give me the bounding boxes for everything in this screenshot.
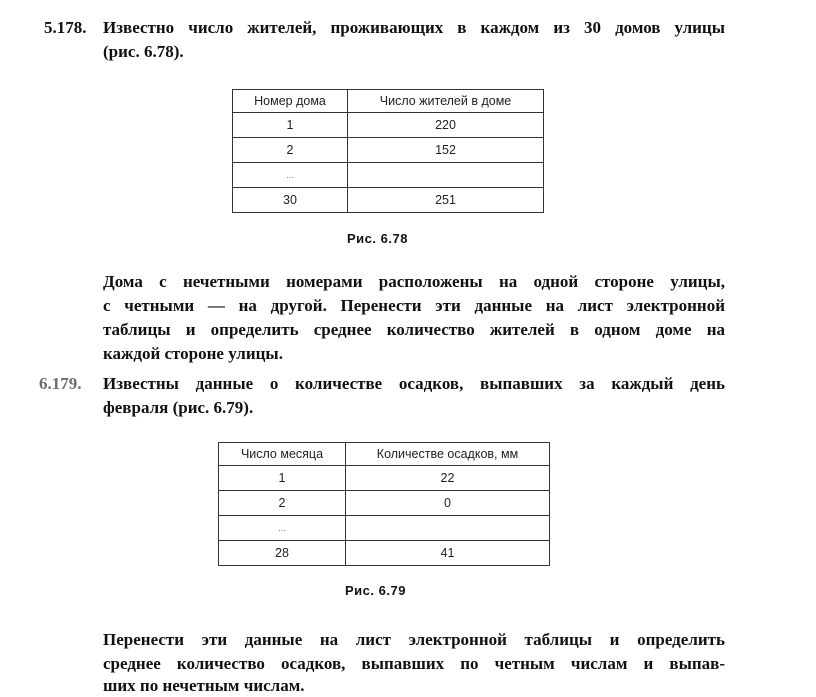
table-fig-6-79 bbox=[218, 442, 550, 566]
table-cell: 2 bbox=[219, 491, 346, 516]
table-row bbox=[219, 491, 550, 516]
table-row bbox=[233, 188, 544, 213]
table-cell: 22 bbox=[346, 466, 550, 491]
table-row bbox=[219, 466, 550, 491]
problem-text-line: таблицы и определить среднее количество жителей в одном доме на bbox=[103, 320, 725, 339]
table-cell: 251 bbox=[348, 188, 544, 213]
table-row bbox=[219, 541, 550, 566]
table-cell: 2 bbox=[233, 138, 348, 163]
table-cell: 41 bbox=[346, 541, 550, 566]
problem-text-line: ших по нечетным числам. bbox=[103, 676, 305, 695]
table-cell: 220 bbox=[348, 113, 544, 138]
table-header-row bbox=[219, 443, 550, 466]
table-cell: 152 bbox=[348, 138, 544, 163]
problem-text-line: с четными — на другой. Перенести эти данные на лист электронной bbox=[103, 296, 725, 315]
table-cell bbox=[346, 516, 550, 541]
figure-caption: Рис. 6.79 bbox=[345, 583, 406, 598]
problem-text-line: Известны данные о количестве осадков, выпавших за каждый день bbox=[103, 374, 725, 393]
problem-text-line: Дома с нечетными номерами расположены на одной стороне улицы, bbox=[103, 272, 725, 291]
table-row bbox=[233, 113, 544, 138]
problem-text-line: Перенести эти данные на лист электронной таблицы и определить bbox=[103, 630, 725, 649]
problem-number: 5.178. bbox=[44, 18, 87, 37]
table-cell: ... bbox=[219, 516, 346, 541]
problem-text-line: каждой стороне улицы. bbox=[103, 344, 283, 363]
problem-text-line: среднее количество осадков, выпавших по четным числам и выпав- bbox=[103, 654, 725, 673]
table-cell: 0 bbox=[346, 491, 550, 516]
problem-number: 6.179. bbox=[39, 374, 82, 393]
table-row bbox=[233, 138, 544, 163]
problem-text-line: Известно число жителей, проживающих в каждом из 30 домов улицы bbox=[103, 18, 725, 37]
table-fig-6-78 bbox=[232, 89, 544, 213]
column-header-precipitation: Количестве осадков, мм bbox=[346, 443, 550, 466]
table-row bbox=[233, 163, 544, 188]
table-header-row bbox=[233, 90, 544, 113]
table-row bbox=[219, 516, 550, 541]
column-header-residents: Число жителей в доме bbox=[348, 90, 544, 113]
figure-caption: Рис. 6.78 bbox=[347, 231, 408, 246]
problem-text-line: февраля (рис. 6.79). bbox=[103, 398, 254, 417]
table-cell bbox=[348, 163, 544, 188]
table-cell: 28 bbox=[219, 541, 346, 566]
table-cell: ... bbox=[233, 163, 348, 188]
table-cell: 1 bbox=[233, 113, 348, 138]
column-header-house-number: Номер дома bbox=[233, 90, 348, 113]
table-cell: 30 bbox=[233, 188, 348, 213]
table-cell: 1 bbox=[219, 466, 346, 491]
problem-text-line: (рис. 6.78). bbox=[103, 42, 184, 61]
column-header-day-of-month: Число месяца bbox=[219, 443, 346, 466]
